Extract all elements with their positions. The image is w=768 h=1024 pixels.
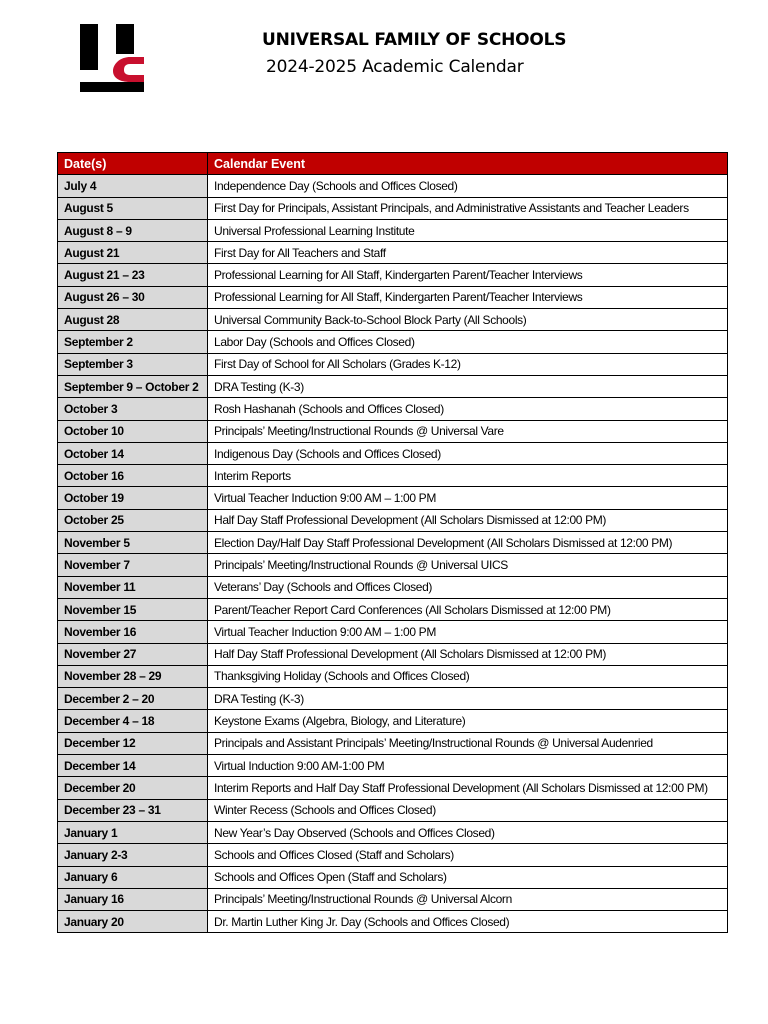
table-row [58,465,728,487]
table-row [58,844,728,866]
event-cell: Universal Professional Learning Institute [208,219,728,241]
table-row [58,755,728,777]
event-cell: Thanksgiving Holiday (Schools and Offices Closed) [208,665,728,687]
event-cell: Winter Recess (Schools and Offices Closed) [208,799,728,821]
date-cell: December 23 – 31 [58,799,208,821]
date-cell: January 2-3 [58,844,208,866]
event-cell: Principals and Assistant Principals’ Meeting/Instructional Rounds @ Universal Audenried [208,732,728,754]
event-cell: Virtual Teacher Induction 9:00 AM – 1:00 PM [208,487,728,509]
event-cell: Virtual Induction 9:00 AM-1:00 PM [208,755,728,777]
date-cell: September 3 [58,353,208,375]
universal-logo-icon [80,24,144,92]
table-row [58,309,728,331]
date-cell: January 1 [58,821,208,843]
event-cell: First Day for Principals, Assistant Principals, and Administrative Assistants and Teacher Leaders [208,197,728,219]
event-cell: Principals’ Meeting/Instructional Rounds @ Universal Alcorn [208,888,728,910]
date-cell: September 9 – October 2 [58,375,208,397]
date-cell: October 25 [58,509,208,531]
event-cell: Half Day Staff Professional Development (All Scholars Dismissed at 12:00 PM) [208,643,728,665]
event-cell: Parent/Teacher Report Card Conferences (All Scholars Dismissed at 12:00 PM) [208,598,728,620]
date-cell: August 5 [58,197,208,219]
event-cell: Schools and Offices Closed (Staff and Scholars) [208,844,728,866]
event-cell: Interim Reports and Half Day Staff Professional Development (All Scholars Dismissed at 12:00 PM) [208,777,728,799]
date-cell: December 20 [58,777,208,799]
date-cell: October 16 [58,465,208,487]
event-cell: Labor Day (Schools and Offices Closed) [208,331,728,353]
date-cell: August 28 [58,309,208,331]
table-row [58,487,728,509]
table-row [58,710,728,732]
table-row [58,554,728,576]
table-row [58,175,728,197]
event-cell: DRA Testing (K-3) [208,375,728,397]
event-cell: Universal Community Back-to-School Block Party (All Schools) [208,309,728,331]
event-cell: Indigenous Day (Schools and Offices Closed) [208,442,728,464]
table-row [58,398,728,420]
event-cell: New Year’s Day Observed (Schools and Offices Closed) [208,821,728,843]
table-row [58,888,728,910]
event-cell: Principals’ Meeting/Instructional Rounds @ Universal Vare [208,420,728,442]
table-row [58,442,728,464]
date-cell: November 11 [58,576,208,598]
date-cell: November 16 [58,621,208,643]
column-header-dates: Date(s) [58,153,208,175]
table-row [58,242,728,264]
table-row [58,353,728,375]
date-cell: August 26 – 30 [58,286,208,308]
event-cell: Keystone Exams (Algebra, Biology, and Literature) [208,710,728,732]
table-row [58,665,728,687]
date-cell: January 6 [58,866,208,888]
table-header-row [58,153,728,175]
table-row [58,799,728,821]
date-cell: January 20 [58,911,208,933]
table-row [58,509,728,531]
table-row [58,688,728,710]
table-row [58,264,728,286]
date-cell: December 4 – 18 [58,710,208,732]
event-cell: Half Day Staff Professional Development (All Scholars Dismissed at 12:00 PM) [208,509,728,531]
table-row [58,286,728,308]
date-cell: December 2 – 20 [58,688,208,710]
table-row [58,219,728,241]
date-cell: August 21 [58,242,208,264]
event-cell: Rosh Hashanah (Schools and Offices Closed) [208,398,728,420]
table-row [58,911,728,933]
date-cell: November 28 – 29 [58,665,208,687]
date-cell: December 12 [58,732,208,754]
date-cell: January 16 [58,888,208,910]
table-row [58,821,728,843]
table-row [58,532,728,554]
date-cell: December 14 [58,755,208,777]
table-body [58,175,728,933]
event-cell: First Day for All Teachers and Staff [208,242,728,264]
date-cell: October 19 [58,487,208,509]
table-row [58,777,728,799]
date-cell: October 14 [58,442,208,464]
event-cell: DRA Testing (K-3) [208,688,728,710]
table-row [58,576,728,598]
date-cell: July 4 [58,175,208,197]
table-row [58,732,728,754]
date-cell: November 15 [58,598,208,620]
table-row [58,643,728,665]
event-cell: Independence Day (Schools and Offices Closed) [208,175,728,197]
date-cell: November 7 [58,554,208,576]
page-title: UNIVERSAL FAMILY OF SCHOOLS [262,30,567,50]
date-cell: September 2 [58,331,208,353]
date-cell: October 10 [58,420,208,442]
date-cell: August 21 – 23 [58,264,208,286]
event-cell: Schools and Offices Open (Staff and Scholars) [208,866,728,888]
table-row [58,197,728,219]
event-cell: First Day of School for All Scholars (Grades K-12) [208,353,728,375]
event-cell: Veterans’ Day (Schools and Offices Closed) [208,576,728,598]
date-cell: November 5 [58,532,208,554]
academic-calendar-table [57,152,728,933]
table-row [58,331,728,353]
table-row [58,375,728,397]
date-cell: August 8 – 9 [58,219,208,241]
column-header-event: Calendar Event [208,153,728,175]
event-cell: Principals’ Meeting/Instructional Rounds @ Universal UICS [208,554,728,576]
event-cell: Dr. Martin Luther King Jr. Day (Schools and Offices Closed) [208,911,728,933]
table-row [58,420,728,442]
event-cell: Virtual Teacher Induction 9:00 AM – 1:00 PM [208,621,728,643]
event-cell: Professional Learning for All Staff, Kindergarten Parent/Teacher Interviews [208,286,728,308]
event-cell: Election Day/Half Day Staff Professional Development (All Scholars Dismissed at 12:00 PM) [208,532,728,554]
event-cell: Interim Reports [208,465,728,487]
table-row [58,621,728,643]
event-cell: Professional Learning for All Staff, Kindergarten Parent/Teacher Interviews [208,264,728,286]
table-row [58,866,728,888]
table-row [58,598,728,620]
date-cell: October 3 [58,398,208,420]
date-cell: November 27 [58,643,208,665]
page-subtitle: 2024-2025 Academic Calendar [266,57,524,77]
